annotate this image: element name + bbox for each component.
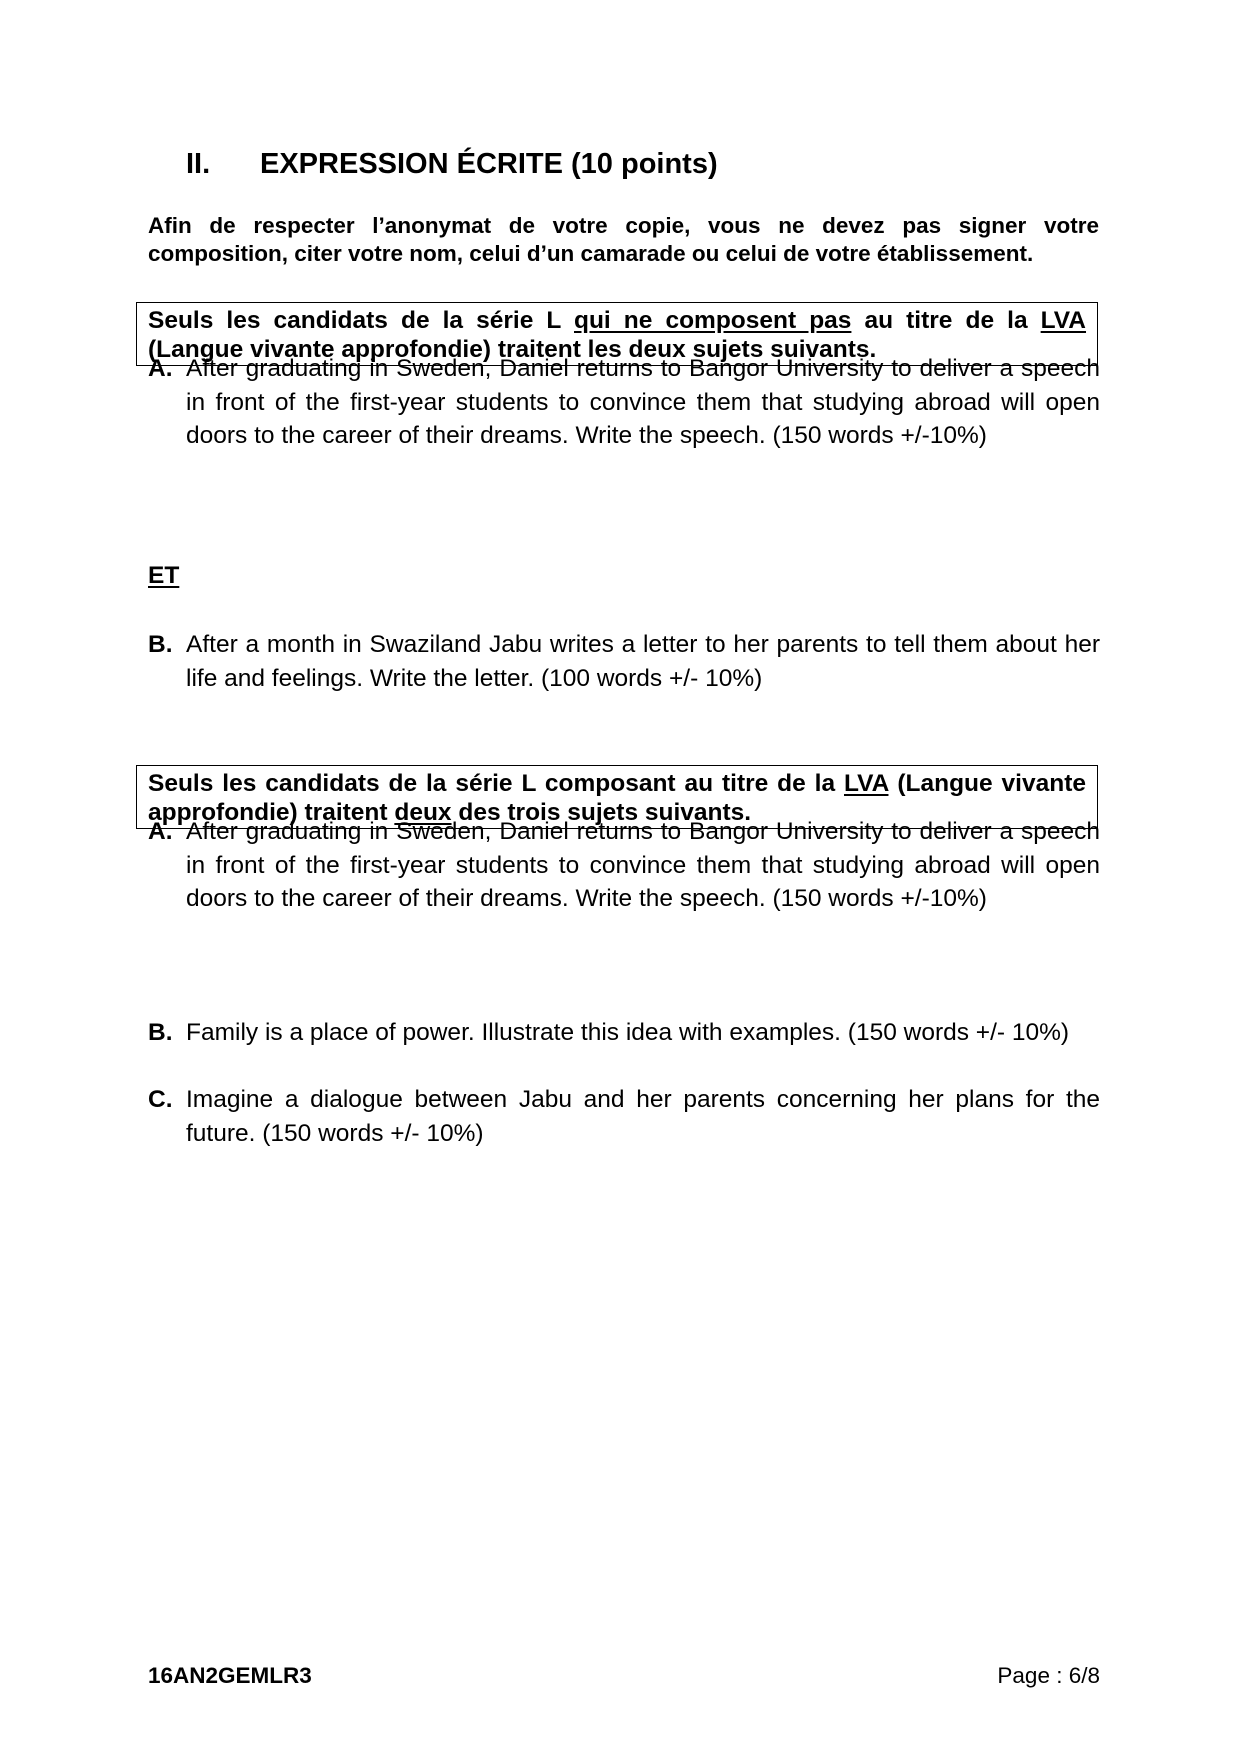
subject-text: After graduating in Sweden, Daniel returns to Bangor University to deliver a speech in front of the first-year students to convince them that studying abroad will open doors to the career of their dreams. Write the speech. (150 words +/-10%) <box>186 355 1100 449</box>
box2-deux: deux <box>394 799 452 826</box>
page-number: Page : 6/8 <box>997 1663 1100 1688</box>
section-heading <box>186 148 718 181</box>
box1-text-1: Seuls les candidats de la série L <box>148 307 574 334</box>
subject-letter: B. <box>148 1019 173 1046</box>
subject-letter: A. <box>148 818 173 845</box>
subject-b-group2 <box>148 1016 1100 1050</box>
subject-letter: C. <box>148 1086 173 1113</box>
document-code: 16AN2GEMLR3 <box>148 1663 312 1688</box>
box2-lva: LVA <box>844 770 889 797</box>
subject-text: Imagine a dialogue between Jabu and her parents concerning her plans for the future. (150 words +/- 10%) <box>186 1086 1100 1147</box>
subject-a-group2 <box>148 815 1100 916</box>
box2-text-1: Seuls les candidats de la série L composant au titre de la <box>148 770 844 797</box>
subject-text: Family is a place of power. Illustrate this idea with examples. (150 words +/- 10%) <box>186 1019 1070 1046</box>
box2-text-4: approfondie) traitent <box>148 799 395 826</box>
subject-b-group1 <box>148 628 1100 695</box>
box1-line2: (Langue vivante approfondie) traitent les deux sujets suivants. <box>148 336 877 363</box>
box2-line1 <box>148 769 1086 798</box>
section-title: EXPRESSION ÉCRITE (10 points) <box>260 148 718 180</box>
subject-a-group1 <box>148 352 1100 453</box>
subject-letter: A. <box>148 355 173 382</box>
box1-text-3: au titre de la <box>851 307 1041 334</box>
box2-text-6: des trois sujets suivants. <box>451 799 752 826</box>
subject-text: After a month in Swaziland Jabu writes a letter to her parents to tell them about her life and feelings. Write the letter. (100 words +/- 10%) <box>186 631 1100 692</box>
box1-lva: LVA <box>1040 307 1087 334</box>
box1-line1 <box>148 306 1086 335</box>
anonymity-instruction: Afin de respecter l’anonymat de votre copie, vous ne devez pas signer votre composition, citer votre nom, celui d’un camarade ou celui de votre établissement. <box>148 213 1099 266</box>
et-connector: ET <box>148 562 180 589</box>
section-number: II. <box>186 148 211 180</box>
subject-c-group2 <box>148 1083 1100 1150</box>
box1-underlined-phrase: qui ne composent pas <box>574 307 852 334</box>
box2-text-3: (Langue vivante <box>888 770 1086 797</box>
subject-letter: B. <box>148 631 173 658</box>
subject-text: After graduating in Sweden, Daniel returns to Bangor University to deliver a speech in front of the first-year students to convince them that studying abroad will open doors to the career of their dreams. Write the speech. (150 words +/-10%) <box>186 818 1100 912</box>
